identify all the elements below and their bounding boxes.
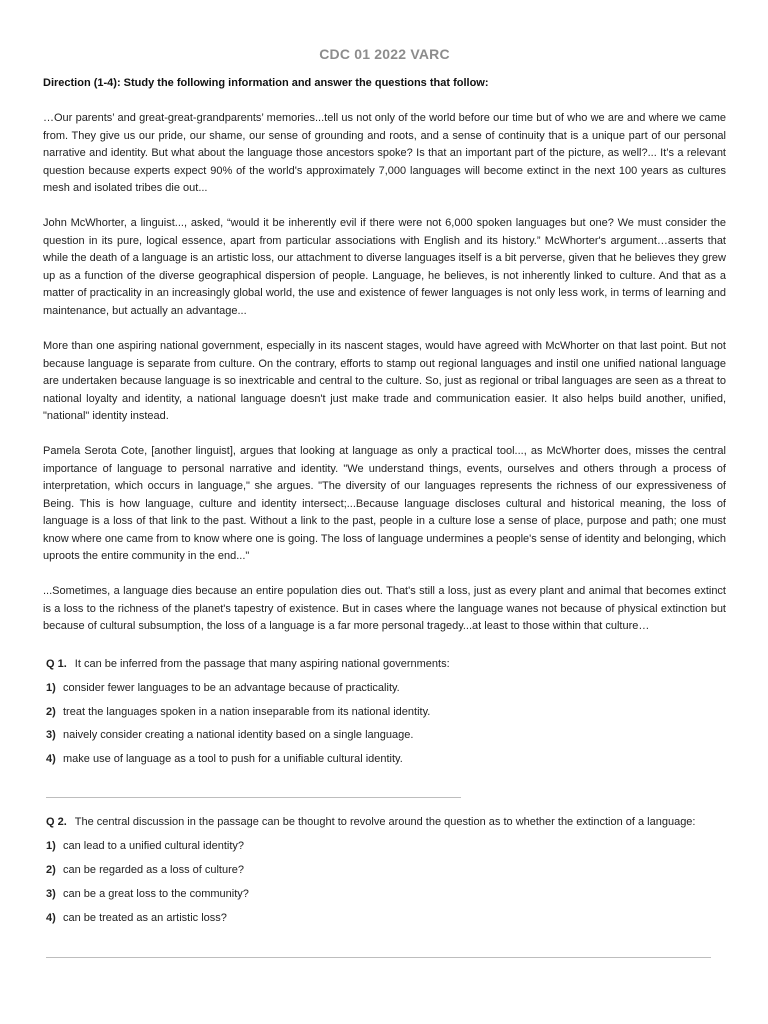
passage-paragraph: More than one aspiring national government, especially in its nascent stages, would have agreed with McWhorter on that last point. But not because language is separate from culture. On the contrary, efforts to stamp out regional languages and instil one unified national language are undertaken because language is so inextricable and central to the culture. So, just as regional or tribal languages are seen as a threat to national loyalty and identity, a national language doesn't just make trade and communication easier. It also helps build another, unified, "national" identity instead.	[43, 340, 726, 422]
question-1	[46, 658, 726, 670]
option-number: 2)	[46, 706, 56, 718]
option-text: naively consider creating a national identity based on a single language.	[63, 729, 414, 741]
option-number: 3)	[46, 729, 56, 741]
q1-option-4[interactable]	[46, 753, 726, 765]
q1-option-2[interactable]	[46, 706, 726, 718]
option-text: make use of language as a tool to push for a unifiable cultural identity.	[63, 753, 403, 765]
option-text: can be treated as an artistic loss?	[63, 912, 227, 924]
option-number: 4)	[46, 753, 56, 765]
question-number: Q 2.	[46, 816, 67, 828]
passage-paragraph: ...Sometimes, a language dies because an entire population dies out. That's still a loss, just as every plant and animal that becomes extinct is a loss to the richness of the planet's tapestry of existence. But in cases where the language wanes not because of physical extinction but because of cultural subsumption, the loss of a language is a far more personal tragedy...at least to those within that culture…	[43, 585, 726, 632]
direction-heading: Direction (1-4): Study the following information and answer the questions that follow:	[43, 77, 489, 89]
option-text: consider fewer languages to be an advantage because of practicality.	[63, 682, 400, 694]
option-text: can lead to a unified cultural identity?	[63, 840, 245, 852]
q1-option-1[interactable]	[46, 682, 726, 694]
option-number: 3)	[46, 888, 56, 900]
page-title: CDC 01 2022 VARC	[319, 46, 450, 62]
q2-option-1[interactable]	[46, 840, 726, 852]
passage-paragraph: …Our parents’ and great-great-grandparents’ memories...tell us not only of the world before our time but of who we are and where we came from. They give us our pride, our shame, our sense of grounding and roots, and a sense of continuity that is a unique part of our personal narrative and identity. But what about the language those ancestors spoke? Is that an important part of the picture, as well?... It’s a relevant question because experts expect 90% of the world's approximately 7,000 languages will become extinct in the next 100 years as cultures mesh and isolated tribes die out...	[43, 112, 726, 194]
q1-option-3[interactable]	[46, 729, 726, 741]
option-text: treat the languages spoken in a nation inseparable from its national identity.	[63, 706, 431, 718]
q2-option-3[interactable]	[46, 888, 726, 900]
passage-paragraph: John McWhorter, a linguist..., asked, “would it be inherently evil if there were not 6,000 spoken languages but one? We must consider the question in its pure, logical essence, apart from particular associations with English and its history.” McWhorter's argument…asserts that while the death of a language is an artistic loss, our attachment to diverse languages itself is a bit perverse, given that he believes they grew up as a function of the diverse geographical dispersion of people. Language, he believes, is not inherently linked to culture. And that as a matter of practicality in an increasingly global world, the use and existence of fewer languages is not only less work, in terms of learning and maintenance, but actually an advantage...	[43, 217, 726, 317]
option-text: can be regarded as a loss of culture?	[63, 864, 245, 876]
question-2	[46, 816, 726, 828]
passage-paragraph: Pamela Serota Cote, [another linguist], argues that looking at language as only a practical tool..., as McWhorter does, misses the central importance of language to personal narrative and identity. "We understand things, events, ourselves and others through a process of interpretation, which occurs in language," she argues. "The diversity of our languages represents the richness of our expressiveness of Being. This is how language, culture and identity intersect;...Because language discloses cultural and historical meaning, the loss of language is a loss of that link to the past. Without a link to the past, people in a culture lose a sense of place, purpose and path; one must know where one came from to know where one is going. The loss of language undermines a people's sense of identity and belonging, which uproots the entire community in the end..."	[43, 445, 726, 562]
option-number: 1)	[46, 682, 56, 694]
question-number: Q 1.	[46, 658, 67, 670]
divider	[46, 797, 461, 798]
option-number: 1)	[46, 840, 56, 852]
option-text: can be a great loss to the community?	[63, 888, 249, 900]
q2-option-4[interactable]	[46, 912, 726, 924]
question-text: It can be inferred from the passage that many aspiring national governments:	[74, 658, 450, 670]
option-number: 4)	[46, 912, 56, 924]
option-number: 2)	[46, 864, 56, 876]
question-text: The central discussion in the passage can be thought to revolve around the question as to whether the extinction of a language:	[74, 816, 696, 828]
divider	[46, 957, 711, 958]
q2-option-2[interactable]	[46, 864, 726, 876]
